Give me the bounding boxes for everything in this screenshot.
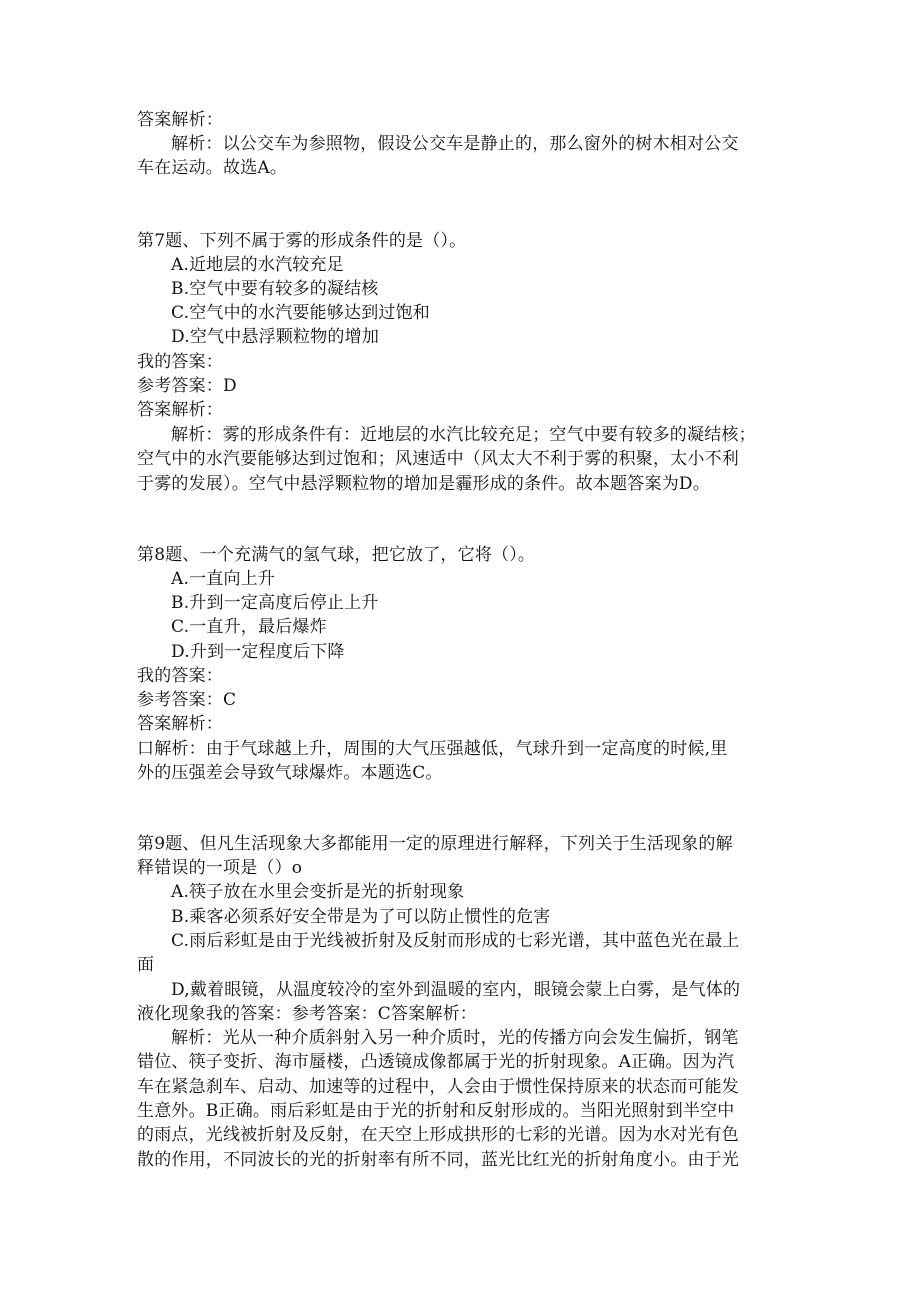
q8-analysis-label: 答案解析： — [137, 714, 223, 734]
q9-analysis-line: 散的作用，不同波长的光的折射率有所不同，蓝光比红光的折射角度小。由于光 — [137, 1150, 739, 1170]
q9-option-d-cont: 液化现象我的答案：参考答案：C答案解析： — [137, 1004, 478, 1024]
q6-analysis-line: 车在运动。故选A。 — [137, 158, 288, 178]
q8-analysis-line: 口解析：由于气球越上升，周围的大气压强越低，气球升到一定高度的时候,里 — [137, 739, 728, 759]
q7-option-d: D.空气中悬浮颗粒物的增加 — [171, 327, 380, 347]
q9-question-line: 释错误的一项是（）o — [137, 858, 303, 878]
q7-option-c: C.空气中的水汽要能够达到过饱和 — [171, 303, 431, 323]
q9-option-a: A.筷子放在水里会变折是光的折射现象 — [171, 882, 465, 902]
q8-option-d: D.升到一定程度后下降 — [171, 642, 345, 662]
q8-reference-answer: 参考答案：C — [137, 690, 237, 710]
q7-option-b: B.空气中要有较多的凝结核 — [171, 279, 379, 299]
q8-analysis-line: 外的压强差会导致气球爆炸。本题选C。 — [137, 763, 443, 783]
q8-question: 第8题、一个充满气的氢气球，把它放了，它将（）。 — [137, 545, 536, 565]
q7-option-a: A.近地层的水汽较充足 — [171, 255, 344, 275]
q9-analysis-line: 生意外。B正确。雨后彩虹是由于光的折射和反射形成的。当阳光照射到半空中 — [137, 1101, 735, 1121]
q7-analysis-label: 答案解析： — [137, 400, 223, 420]
q9-option-c: C.雨后彩虹是由于光线被折射及反射而形成的七彩光谱，其中蓝色光在最上 — [171, 931, 740, 951]
q9-option-c-cont: 面 — [137, 955, 155, 975]
q7-analysis-line: 解析：雾的形成条件有：近地层的水汽比较充足；空气中要有较多的凝结核； — [171, 425, 756, 445]
q7-reference-answer: 参考答案：D — [137, 376, 237, 396]
q7-question: 第7题、下列不属于雾的形成条件的是（）。 — [137, 231, 467, 251]
q7-my-answer: 我的答案： — [137, 352, 223, 372]
q6-analysis-line: 解析：以公交车为参照物，假设公交车是静止的，那么窗外的树木相对公交 — [171, 134, 739, 154]
q9-analysis-line: 错位、筷子变折、海市蜃楼，凸透镜成像都属于光的折射现象。A正确。因为汽 — [137, 1052, 735, 1072]
q7-analysis-line: 空气中的水汽要能够达到过饱和；风速适中（风太大不利于雾的积聚，太小不利 — [137, 449, 739, 469]
q9-question-line: 第9题、但凡生活现象大多都能用一定的原理进行解释，下列关于生活现象的解 — [137, 834, 733, 854]
q8-option-c: C.一直升，最后爆炸 — [171, 617, 327, 637]
q8-option-b: B.升到一定高度后停止上升 — [171, 593, 379, 613]
q9-analysis-line: 解析：光从一种介质斜射入另一种介质时，光的传播方向会发生偏折，钢笔 — [171, 1028, 739, 1048]
q9-analysis-line: 的雨点，光线被折射及反射，在天空上形成拱形的七彩的光谱。因为水对光有色 — [137, 1125, 739, 1145]
q9-option-b: B.乘客必须系好安全带是为了可以防止惯性的危害 — [171, 907, 551, 927]
q8-my-answer: 我的答案： — [137, 666, 223, 686]
q8-option-a: A.一直向上升 — [171, 569, 276, 589]
q9-option-d: D,戴着眼镜，从温度较冷的室外到温暖的室内，眼镜会蒙上白雾，是气体的 — [171, 980, 741, 1000]
q6-analysis-label: 答案解析： — [137, 110, 223, 130]
q9-analysis-line: 车在紧急刹车、启动、加速等的过程中，人会由于惯性保持原来的状态而可能发 — [137, 1077, 739, 1097]
q7-analysis-line: 于雾的发展）。空气中悬浮颗粒物的增加是霾形成的条件。故本题答案为D。 — [137, 474, 710, 494]
